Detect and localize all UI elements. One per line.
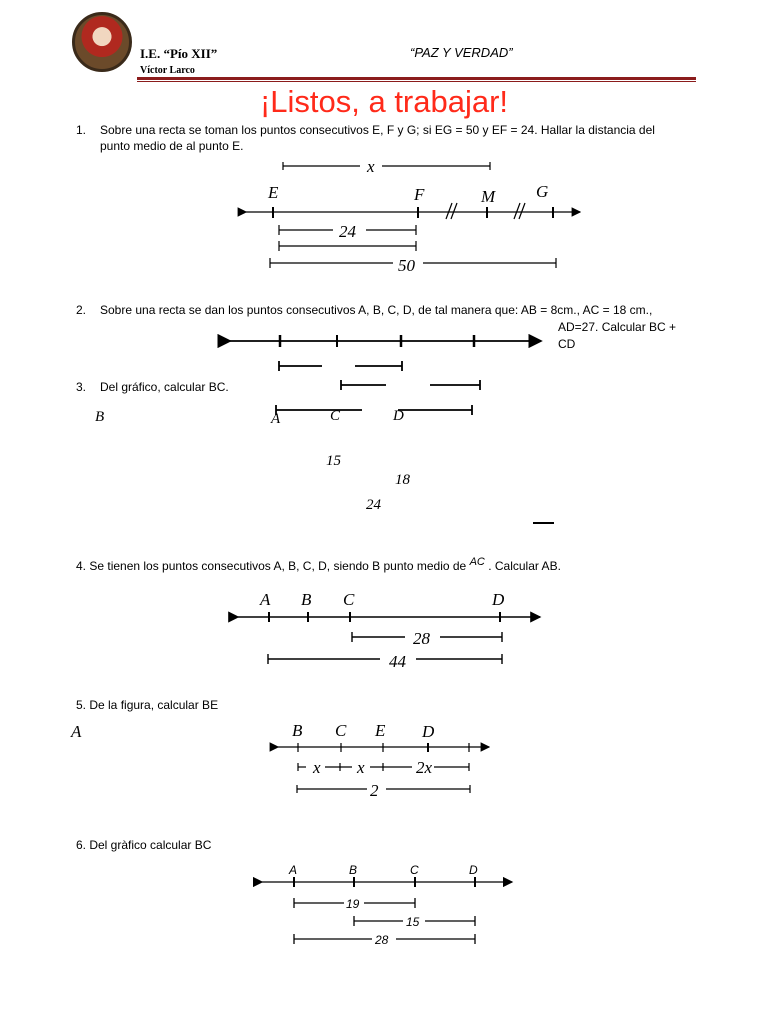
figure-2 bbox=[230, 335, 541, 415]
fig6-label-28: 28 bbox=[375, 933, 389, 947]
fig4-point-d: D bbox=[492, 590, 505, 609]
fig3-point-b: B bbox=[95, 409, 105, 425]
fig1-x-label: x bbox=[367, 157, 375, 176]
problem-4-text-before: 4. Se tienen los puntos consecutivos A, B, C, D, siendo B punto medio de bbox=[76, 559, 467, 573]
fig5-point-c: C bbox=[335, 721, 347, 740]
school-motto: “PAZ Y VERDAD” bbox=[410, 45, 513, 60]
problem-4-segment-ac: AC bbox=[469, 556, 485, 568]
fig5-label-x1: x bbox=[313, 758, 321, 777]
fig6-point-c: C bbox=[410, 863, 419, 877]
school-town: Víctor Larco bbox=[140, 65, 195, 76]
fig6-label-15: 15 bbox=[406, 915, 420, 929]
fig5-label-total: 2 bbox=[370, 781, 379, 800]
problem-1-text-line1: Sobre una recta se toman los puntos consecutivos E, F y G; si EG = 50 y EF = 24. Hallar la distancia del bbox=[100, 123, 655, 137]
fig1-equal-mark-1a bbox=[446, 203, 452, 219]
fig4-label-28: 28 bbox=[413, 629, 430, 648]
school-name: I.E. “Pío XII” bbox=[140, 46, 218, 61]
fig3-point-d: D bbox=[393, 408, 404, 424]
problem-3-number: 3. bbox=[76, 380, 87, 394]
fig3-point-c: C bbox=[330, 408, 341, 424]
fig3-point-a: A bbox=[271, 411, 281, 427]
problem-2-number: 2. bbox=[76, 303, 87, 317]
fig4-point-c: C bbox=[343, 590, 355, 609]
fig6-point-a: A bbox=[289, 863, 298, 877]
figure-1 bbox=[246, 162, 580, 268]
problem-2-text-line2: AD=27. Calcular BC + bbox=[558, 320, 677, 334]
fig5-point-b: B bbox=[292, 721, 303, 740]
fig4-point-a: A bbox=[260, 590, 271, 609]
problem-6-text: 6. Del gràfico calcular BC bbox=[76, 838, 212, 852]
figure-5 bbox=[278, 743, 489, 793]
problem-4-text-after: . Calcular AB. bbox=[488, 559, 561, 573]
problem-5-text: 5. De la figura, calcular BE bbox=[76, 698, 219, 712]
fig1-equal-mark-2a bbox=[514, 203, 520, 219]
problem-1-number: 1. bbox=[76, 123, 87, 137]
fig6-point-b: B bbox=[349, 863, 358, 877]
fig4-point-b: B bbox=[301, 590, 312, 609]
fig5-point-a: A bbox=[71, 722, 82, 741]
fig6-point-d: D bbox=[469, 863, 478, 877]
fig1-label-50: 50 bbox=[398, 256, 415, 275]
fig5-label-2x: 2x bbox=[416, 758, 433, 777]
fig1-point-f: F bbox=[414, 185, 425, 204]
fig1-point-m: M bbox=[481, 187, 496, 206]
fig3-label-15: 15 bbox=[326, 453, 341, 469]
fig3-label-18: 18 bbox=[395, 472, 410, 488]
problem-2-text-line3: CD bbox=[558, 337, 576, 351]
fig1-point-e: E bbox=[268, 183, 279, 202]
fig5-label-x2: x bbox=[357, 758, 365, 777]
problem-3-text: Del gráfico, calcular BC. bbox=[100, 380, 229, 394]
fig1-equal-mark-2b bbox=[519, 203, 525, 219]
fig1-point-g: G bbox=[536, 182, 549, 201]
fig5-point-d: D bbox=[422, 722, 435, 741]
problem-2-text-line1: Sobre una recta se dan los puntos consecutivos A, B, C, D, de tal manera que: AB = 8cm., AC = 18 cm., bbox=[100, 303, 653, 317]
fig3-label-24: 24 bbox=[366, 497, 381, 513]
fig1-equal-mark-1b bbox=[451, 203, 457, 219]
fig6-label-19: 19 bbox=[346, 897, 360, 911]
fig1-label-24: 24 bbox=[339, 222, 356, 241]
fig5-point-e: E bbox=[375, 721, 386, 740]
fig4-label-44: 44 bbox=[389, 652, 406, 671]
problem-1-text-line2: punto medio de al punto E. bbox=[100, 139, 244, 153]
page-title: ¡Listos, a trabajar! bbox=[259, 84, 509, 119]
